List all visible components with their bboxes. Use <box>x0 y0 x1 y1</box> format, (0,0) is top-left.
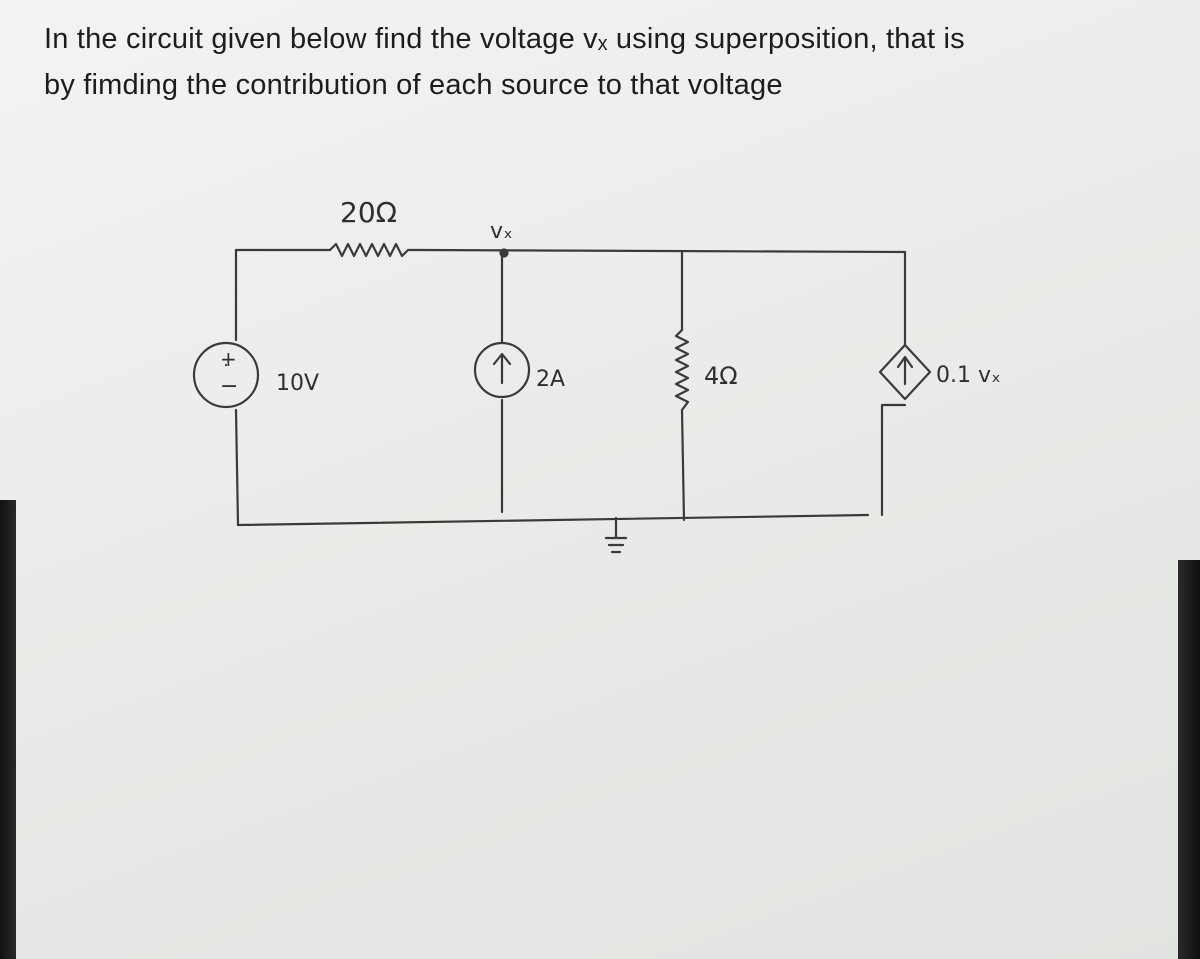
node-dot <box>501 250 508 257</box>
current-arrow-icon <box>494 354 510 383</box>
dependent-source-label: 0.1 vₓ <box>936 363 1001 388</box>
question-line-2: by fimding the contribution of each source to that voltage <box>44 69 783 101</box>
dependent-source-wire <box>882 252 905 515</box>
current-source-label: 2A <box>536 367 566 392</box>
monitor-bezel-left <box>0 500 16 959</box>
ground-symbol <box>606 518 626 552</box>
resistor-20-ohm-label: 20Ω <box>340 196 398 229</box>
question-line-1: In the circuit given below find the voltage vₓ using superposition, that is <box>44 23 965 55</box>
minus-sign: − <box>220 374 239 399</box>
bottom-wire <box>238 515 868 525</box>
resistor-20-ohm <box>330 244 420 256</box>
voltage-source-label: 10V <box>276 371 320 396</box>
node-vx-label: vₓ <box>490 219 513 244</box>
top-wire <box>236 250 905 252</box>
resistor-4-ohm <box>676 330 688 410</box>
monitor-bezel-right <box>1178 560 1200 959</box>
dependent-arrow-icon <box>898 357 912 384</box>
plus-sign: + <box>220 347 237 371</box>
resistor-4-ohm-label: 4Ω <box>704 362 738 390</box>
